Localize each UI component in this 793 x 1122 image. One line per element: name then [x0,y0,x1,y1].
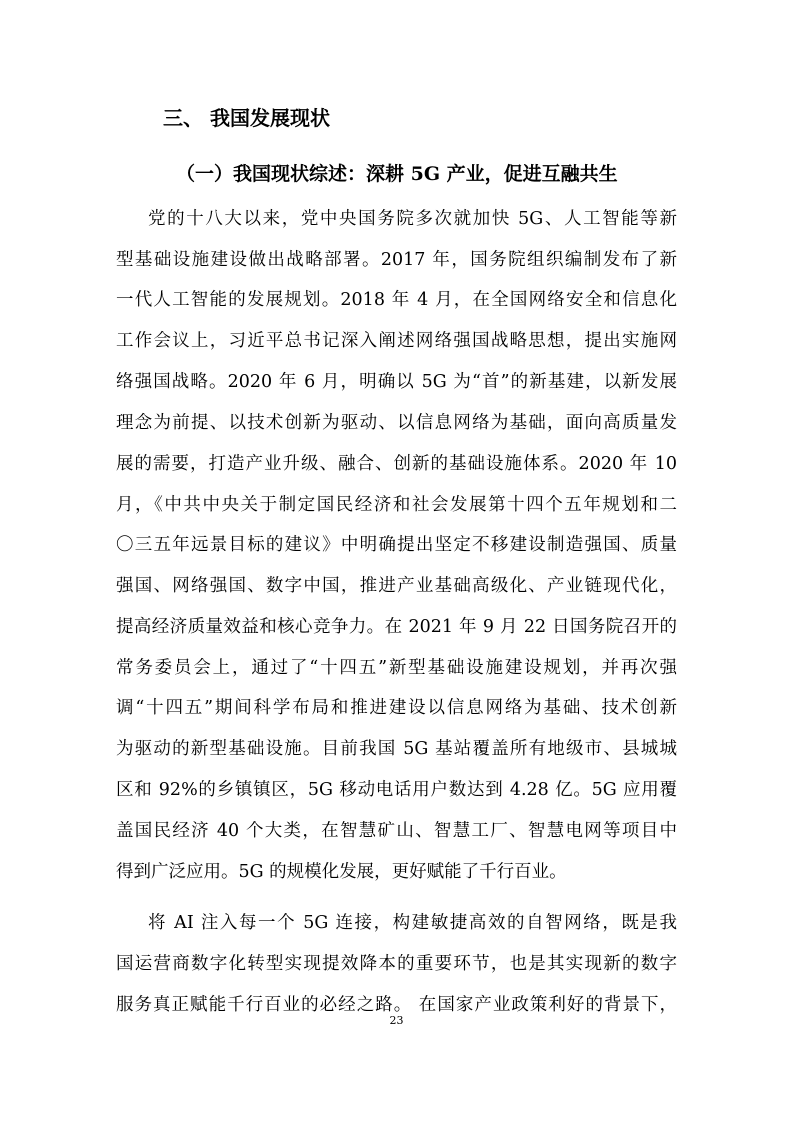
paragraph-line: 理念为前提、以技术创新为驱动、以信息网络为基础，面向高质量发 [116,413,677,433]
paragraph-line: 盖国民经济 40 个大类，在智慧矿山、智慧工厂、智慧电网等项目中 [116,821,677,841]
paragraph-line: 得到广泛应用。5G 的规模化发展，更好赋能了千行百业。 [116,862,567,882]
paragraph-line: 络强国战略。2020 年 6 月，明确以 5G 为“首”的新基建，以新发展 [116,372,677,392]
section-heading: 三、 我国发展现状 [163,106,330,130]
paragraph-line: 区和 92%的乡镇镇区，5G 移动电话用户数达到 4.28 亿。5G 应用覆 [116,780,677,800]
paragraph-line: 党的十八大以来，党中央国务院多次就加快 5G、人工智能等新 [148,209,677,229]
paragraph-line: 型基础设施建设做出战略部署。2017 年，国务院组织编制发布了新 [116,250,677,270]
paragraph-line: 一代人工智能的发展规划。2018 年 4 月，在全国网络安全和信息化 [116,290,677,310]
paragraph-line: 将 AI 注入每一个 5G 连接，构建敏捷高效的自智网络，既是我 [148,913,677,933]
paragraph-line: 提高经济质量效益和核心竞争力。在 2021 年 9 月 22 日国务院召开的 [116,617,677,637]
paragraph-line: 调“十四五”期间科学布局和推进建设以信息网络为基础、技术创新 [116,698,677,718]
page-number: 23 [389,1014,404,1027]
paragraph-line: 服务真正赋能千行百业的必经之路。 在国家产业政策利好的背景下， [116,995,677,1015]
paragraph-line: 〇三五年远景目标的建议》中明确提出坚定不移建设制造强国、质量 [116,535,677,555]
paragraph-line: 强国、网络强国、数字中国，推进产业基础高级化、产业链现代化， [116,576,677,596]
paragraph-line: 月，《中共中央关于制定国民经济和社会发展第十四个五年规划和二 [116,495,677,515]
sub-heading: （一）我国现状综述：深耕 5G 产业，促进互融共生 [176,163,618,185]
paragraph-line: 工作会议上，习近平总书记深入阐述网络强国战略思想，提出实施网 [116,331,677,351]
paragraph-line: 国运营商数字化转型实现提效降本的重要环节，也是其实现新的数字 [116,954,677,974]
paragraph-line: 为驱动的新型基础设施。目前我国 5G 基站覆盖所有地级市、县城城 [116,739,677,759]
paragraph-line: 展的需要，打造产业升级、融合、创新的基础设施体系。2020 年 10 [116,454,677,474]
paragraph-line: 常务委员会上，通过了“十四五”新型基础设施建设规划，并再次强 [116,658,677,678]
